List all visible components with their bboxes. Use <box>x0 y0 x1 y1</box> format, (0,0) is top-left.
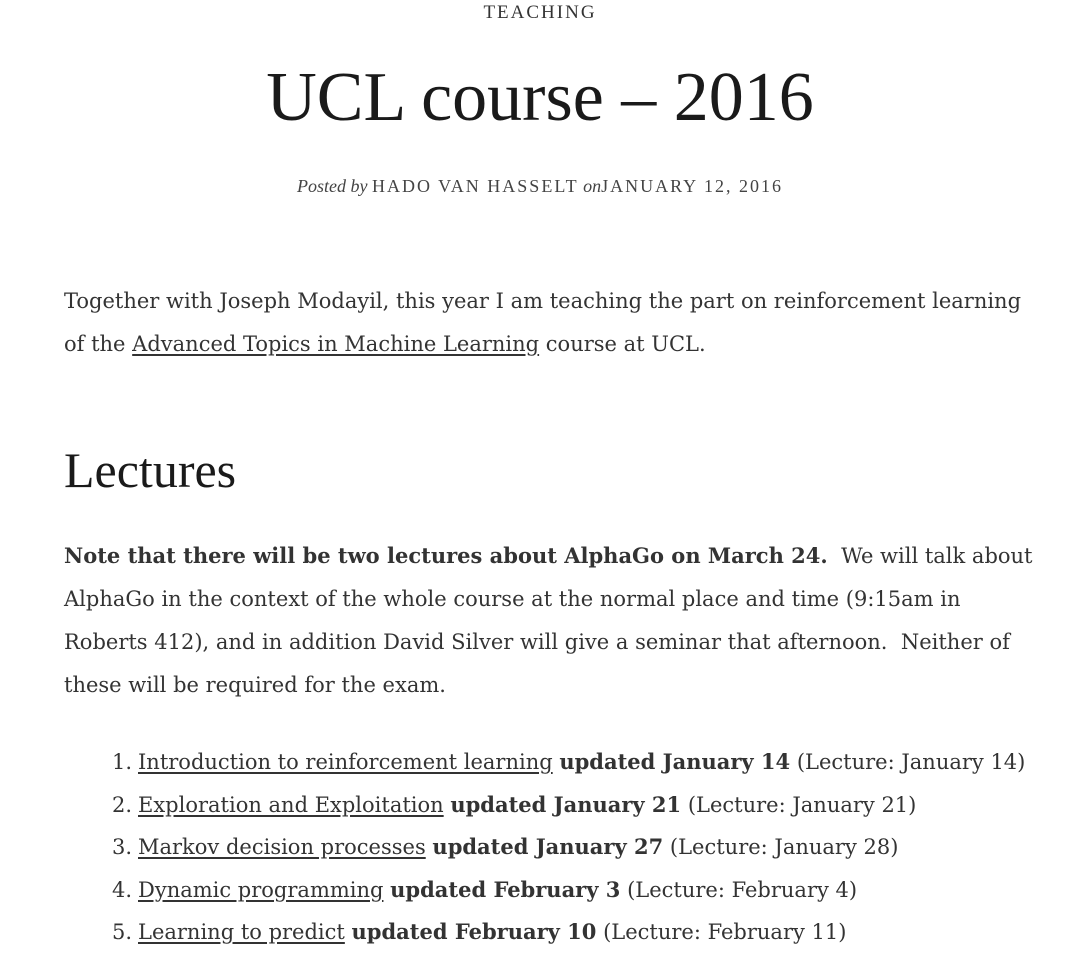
lecture-number: 4. <box>111 877 132 902</box>
author-link[interactable]: HADO VAN HASSELT <box>371 176 579 196</box>
intro-text-after: course at UCL. <box>539 332 706 356</box>
list-item <box>64 911 1054 954</box>
lecture-date: (Lecture: February 11) <box>603 920 847 944</box>
note-text: We will talk about AlphaGo in the context of the whole course at the normal place and time (9:15am in Roberts 412), and in addition David Silver will give a seminar that afternoon. Neither of these will be required for the exam. <box>64 544 1040 697</box>
lecture-link[interactable]: Exploration and Exploitation <box>138 792 444 817</box>
lectures-heading: Lectures <box>64 442 237 498</box>
list-item <box>64 869 1054 912</box>
lecture-updated: updated January 14 <box>559 749 791 774</box>
lecture-number: 3. <box>111 835 132 859</box>
list-item <box>64 784 1054 827</box>
intro-paragraph <box>64 280 1034 366</box>
posted-by-label: Posted by <box>296 176 368 196</box>
page-title: UCL course – 2016 <box>266 59 814 136</box>
lecture-list <box>64 741 1054 954</box>
note-bold: Note that there will be two lectures about AlphaGo on March 24. <box>64 543 828 568</box>
lecture-link[interactable]: Learning to predict <box>138 920 345 944</box>
lecture-number: 1. <box>111 750 132 774</box>
on-label: on <box>583 176 602 196</box>
lecture-date: (Lecture: January 21) <box>687 792 917 817</box>
lecture-updated: updated January 21 <box>450 791 682 817</box>
list-item <box>64 741 1054 784</box>
date-link[interactable]: JANUARY 12, 2016 <box>601 176 784 196</box>
category-link[interactable]: TEACHING <box>483 2 597 23</box>
alphago-note <box>64 534 1040 707</box>
course-link[interactable]: Advanced Topics in Machine Learning <box>132 332 540 356</box>
post-meta <box>0 176 1080 197</box>
lecture-link[interactable]: Dynamic programming <box>138 877 384 902</box>
lecture-link[interactable]: Introduction to reinforcement learning <box>138 750 553 774</box>
lecture-updated: updated January 27 <box>432 834 664 859</box>
lecture-number: 5. <box>111 920 132 944</box>
lecture-updated: updated February 3 <box>390 876 621 902</box>
lecture-date: (Lecture: January 28) <box>669 835 899 859</box>
lecture-link[interactable]: Markov decision processes <box>138 835 426 859</box>
list-item <box>64 826 1054 869</box>
lecture-number: 2. <box>111 792 132 817</box>
lecture-date: (Lecture: February 4) <box>627 877 858 902</box>
lecture-date: (Lecture: January 14) <box>796 750 1026 774</box>
lecture-updated: updated February 10 <box>351 919 597 944</box>
intro-text-before: Together with Joseph Modayil, this year I am teaching the part on reinforcement learning of the <box>64 289 1022 356</box>
